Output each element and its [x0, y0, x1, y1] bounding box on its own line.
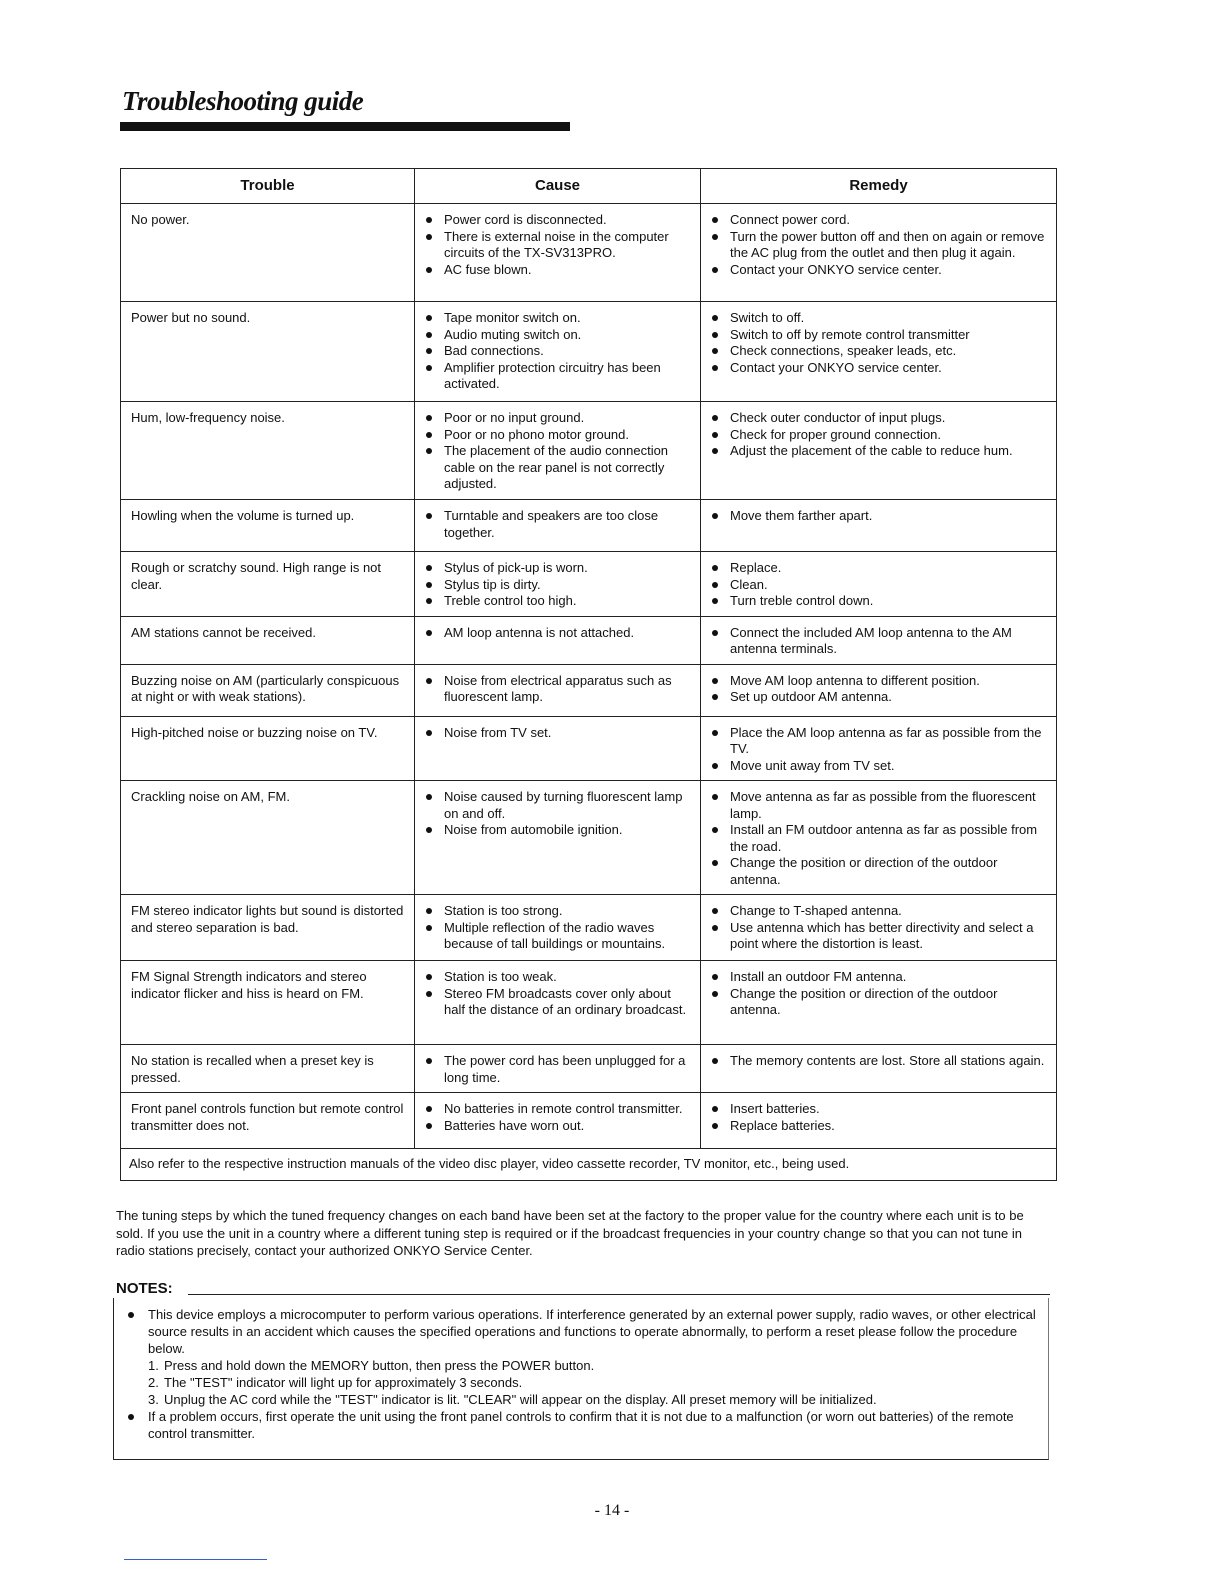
- cause-item: Poor or no input ground.: [423, 410, 692, 427]
- cause-list: [423, 903, 692, 953]
- remedy-cell: [701, 781, 1057, 895]
- remedy-list: [709, 903, 1048, 953]
- cause-list: [423, 789, 692, 839]
- cause-cell: [415, 716, 701, 781]
- step-text: Press and hold down the MEMORY button, then press the POWER button.: [164, 1358, 595, 1373]
- remedy-cell: [701, 716, 1057, 781]
- header-trouble: Trouble: [121, 169, 415, 204]
- remedy-item: Change to T-shaped antenna.: [709, 903, 1048, 920]
- table-row: [121, 716, 1057, 781]
- table-row: [121, 402, 1057, 500]
- remedy-item: Connect the included AM loop antenna to the AM antenna terminals.: [709, 625, 1048, 658]
- remedy-item: Move them farther apart.: [709, 508, 1048, 525]
- remedy-item: Use antenna which has better directivity and select a point where the distortion is least.: [709, 920, 1048, 953]
- cause-item: There is external noise in the computer circuits of the TX-SV313PRO.: [423, 229, 692, 262]
- remedy-cell: [701, 552, 1057, 617]
- remedy-cell: [701, 1045, 1057, 1093]
- table-row: [121, 1093, 1057, 1149]
- cause-item: Tape monitor switch on.: [423, 310, 692, 327]
- remedy-cell: [701, 616, 1057, 664]
- cause-list: [423, 1101, 692, 1134]
- cause-item: Batteries have worn out.: [423, 1118, 692, 1135]
- remedy-list: [709, 1101, 1048, 1134]
- remedy-item: Move AM loop antenna to different position.: [709, 673, 1048, 690]
- remedy-cell: [701, 402, 1057, 500]
- trouble-cell: No power.: [121, 204, 415, 302]
- cause-item: Amplifier protection circuitry has been activated.: [423, 360, 692, 393]
- cause-cell: [415, 895, 701, 961]
- header-cause: Cause: [415, 169, 701, 204]
- remedy-item: The memory contents are lost. Store all stations again.: [709, 1053, 1048, 1070]
- step-text: Unplug the AC cord while the "TEST" indicator is lit. "CLEAR" will appear on the display. All preset memory will be initialized.: [164, 1392, 877, 1407]
- notes-heading-rule: [188, 1294, 1050, 1295]
- reset-step: [148, 1374, 1038, 1391]
- trouble-cell: No station is recalled when a preset key is pressed.: [121, 1045, 415, 1093]
- remedy-item: Move unit away from TV set.: [709, 758, 1048, 775]
- remedy-item: Contact your ONKYO service center.: [709, 360, 1048, 377]
- remedy-cell: [701, 1093, 1057, 1149]
- remedy-item: Connect power cord.: [709, 212, 1048, 229]
- remedy-item: Check for proper ground connection.: [709, 427, 1048, 444]
- remedy-list: [709, 789, 1048, 888]
- reset-step: [148, 1391, 1038, 1408]
- remedy-item: Install an FM outdoor antenna as far as possible from the road.: [709, 822, 1048, 855]
- remedy-list: [709, 560, 1048, 610]
- remedy-item: Change the position or direction of the outdoor antenna.: [709, 986, 1048, 1019]
- cause-item: Turntable and speakers are too close together.: [423, 508, 692, 541]
- cause-cell: [415, 961, 701, 1045]
- cause-list: [423, 508, 692, 541]
- remedy-list: [709, 410, 1048, 460]
- table-row: [121, 1045, 1057, 1093]
- cause-cell: [415, 1093, 701, 1149]
- cause-cell: [415, 664, 701, 716]
- remedy-cell: [701, 961, 1057, 1045]
- trouble-cell: FM stereo indicator lights but sound is distorted and stereo separation is bad.: [121, 895, 415, 961]
- header-remedy: Remedy: [701, 169, 1057, 204]
- cause-item: The placement of the audio connection cable on the rear panel is not correctly adjusted.: [423, 443, 692, 493]
- remedy-list: [709, 1053, 1048, 1070]
- cause-cell: [415, 781, 701, 895]
- troubleshooting-table: [120, 168, 1057, 1181]
- step-text: The "TEST" indicator will light up for approximately 3 seconds.: [164, 1375, 523, 1390]
- cause-item: Treble control too high.: [423, 593, 692, 610]
- page-number: - 14 -: [594, 1502, 630, 1519]
- table-header-row: [121, 169, 1057, 204]
- table-row: [121, 781, 1057, 895]
- remedy-item: Check connections, speaker leads, etc.: [709, 343, 1048, 360]
- title-underline: [120, 122, 570, 131]
- trouble-cell: Rough or scratchy sound. High range is not clear.: [121, 552, 415, 617]
- cause-item: Multiple reflection of the radio waves because of tall buildings or mountains.: [423, 920, 692, 953]
- cause-item: AC fuse blown.: [423, 262, 692, 279]
- cause-cell: [415, 302, 701, 402]
- cause-item: Noise from electrical apparatus such as fluorescent lamp.: [423, 673, 692, 706]
- cause-list: [423, 310, 692, 393]
- trouble-cell: Crackling noise on AM, FM.: [121, 781, 415, 895]
- table-row: [121, 204, 1057, 302]
- remedy-list: [709, 310, 1048, 376]
- remedy-item: Replace.: [709, 560, 1048, 577]
- remedy-list: [709, 725, 1048, 775]
- cause-item: No batteries in remote control transmitter.: [423, 1101, 692, 1118]
- cause-cell: [415, 1045, 701, 1093]
- remedy-item: Switch to off by remote control transmitter: [709, 327, 1048, 344]
- cause-list: [423, 725, 692, 742]
- remedy-cell: [701, 204, 1057, 302]
- cause-item: The power cord has been unplugged for a long time.: [423, 1053, 692, 1086]
- trouble-cell: Buzzing noise on AM (particularly conspicuous at night or with weak stations).: [121, 664, 415, 716]
- table-row: [121, 552, 1057, 617]
- remedy-item: Check outer conductor of input plugs.: [709, 410, 1048, 427]
- remedy-list: [709, 625, 1048, 658]
- also-refer-text: Also refer to the respective instruction manuals of the video disc player, video cassette recorder, TV monitor, etc., being used.: [121, 1149, 1057, 1181]
- trouble-cell: FM Signal Strength indicators and stereo indicator flicker and hiss is heard on FM.: [121, 961, 415, 1045]
- cause-item: AM loop antenna is not attached.: [423, 625, 692, 642]
- notes-box: [113, 1298, 1049, 1460]
- remedy-item: Change the position or direction of the outdoor antenna.: [709, 855, 1048, 888]
- table-row: [121, 961, 1057, 1045]
- notes-heading: NOTES:: [116, 1280, 173, 1297]
- step-number: 1.: [148, 1358, 159, 1373]
- remedy-item: Turn treble control down.: [709, 593, 1048, 610]
- remedy-item: Install an outdoor FM antenna.: [709, 969, 1048, 986]
- reset-steps: [126, 1357, 1038, 1408]
- cause-list: [423, 625, 692, 642]
- cause-item: Stylus tip is dirty.: [423, 577, 692, 594]
- remedy-cell: [701, 500, 1057, 552]
- cause-list: [423, 673, 692, 706]
- step-number: 3.: [148, 1392, 159, 1407]
- remedy-cell: [701, 302, 1057, 402]
- remedy-item: Turn the power button off and then on again or remove the AC plug from the outlet and then plug it again.: [709, 229, 1048, 262]
- remedy-item: Adjust the placement of the cable to reduce hum.: [709, 443, 1048, 460]
- trouble-cell: High-pitched noise or buzzing noise on TV.: [121, 716, 415, 781]
- remedy-item: Clean.: [709, 577, 1048, 594]
- remedy-list: [709, 508, 1048, 525]
- trouble-cell: Hum, low-frequency noise.: [121, 402, 415, 500]
- cause-item: Poor or no phono motor ground.: [423, 427, 692, 444]
- cause-item: Audio muting switch on.: [423, 327, 692, 344]
- cause-list: [423, 969, 692, 1019]
- cause-item: Stereo FM broadcasts cover only about half the distance of an ordinary broadcast.: [423, 986, 692, 1019]
- trouble-cell: Front panel controls function but remote control transmitter does not.: [121, 1093, 415, 1149]
- trouble-cell: Howling when the volume is turned up.: [121, 500, 415, 552]
- trouble-cell: AM stations cannot be received.: [121, 616, 415, 664]
- cause-item: Power cord is disconnected.: [423, 212, 692, 229]
- trouble-cell: Power but no sound.: [121, 302, 415, 402]
- table-row: [121, 895, 1057, 961]
- table-row: [121, 616, 1057, 664]
- cause-list: [423, 212, 692, 278]
- remedy-cell: [701, 895, 1057, 961]
- reset-step: [148, 1357, 1038, 1374]
- cause-cell: [415, 402, 701, 500]
- step-number: 2.: [148, 1375, 159, 1390]
- remedy-cell: [701, 664, 1057, 716]
- cause-list: [423, 560, 692, 610]
- remedy-item: Set up outdoor AM antenna.: [709, 689, 1048, 706]
- cause-list: [423, 410, 692, 493]
- cause-item: Noise caused by turning fluorescent lamp on and off.: [423, 789, 692, 822]
- remedy-item: Insert batteries.: [709, 1101, 1048, 1118]
- cause-cell: [415, 500, 701, 552]
- remedy-item: Place the AM loop antenna as far as possible from the TV.: [709, 725, 1048, 758]
- note-remote-check: If a problem occurs, first operate the unit using the front panel controls to confirm that it is not due to a malfunction (or worn out batteries) of the remote control transmitter.: [126, 1408, 1038, 1442]
- cause-cell: [415, 552, 701, 617]
- page-title: Troubleshooting guide: [122, 86, 364, 116]
- tuning-paragraph: The tuning steps by which the tuned frequency changes on each band have been set at the factory to the proper value for the country where each unit is to be sold. If you use the unit in a country where a different tuning step is required or if the broadcast frequencies in your country change so that you can not tune in radio stations precisely, contact your authorized ONKYO Service Center.: [116, 1208, 1024, 1258]
- remedy-item: Switch to off.: [709, 310, 1048, 327]
- cause-item: Noise from automobile ignition.: [423, 822, 692, 839]
- cause-cell: [415, 204, 701, 302]
- cause-item: Bad connections.: [423, 343, 692, 360]
- cause-item: Station is too weak.: [423, 969, 692, 986]
- remedy-item: Contact your ONKYO service center.: [709, 262, 1048, 279]
- cause-cell: [415, 616, 701, 664]
- note-reset-procedure: This device employs a microcomputer to perform various operations. If interference generated by an external power supply, radio waves, or other electrical source results in an accident which causes the specified operations and functions to operate abnormally, to perform a reset please follow the procedure below.: [126, 1306, 1038, 1357]
- remedy-list: [709, 212, 1048, 278]
- remedy-list: [709, 969, 1048, 1019]
- remedy-list: [709, 673, 1048, 706]
- table-row: [121, 500, 1057, 552]
- remedy-item: Replace batteries.: [709, 1118, 1048, 1135]
- also-refer-row: [121, 1149, 1057, 1181]
- cause-item: Noise from TV set.: [423, 725, 692, 742]
- cause-item: Stylus of pick-up is worn.: [423, 560, 692, 577]
- cause-item: Station is too strong.: [423, 903, 692, 920]
- remedy-item: Move antenna as far as possible from the fluorescent lamp.: [709, 789, 1048, 822]
- table-row: [121, 302, 1057, 402]
- cause-list: [423, 1053, 692, 1086]
- table-row: [121, 664, 1057, 716]
- footer-line: [124, 1559, 267, 1560]
